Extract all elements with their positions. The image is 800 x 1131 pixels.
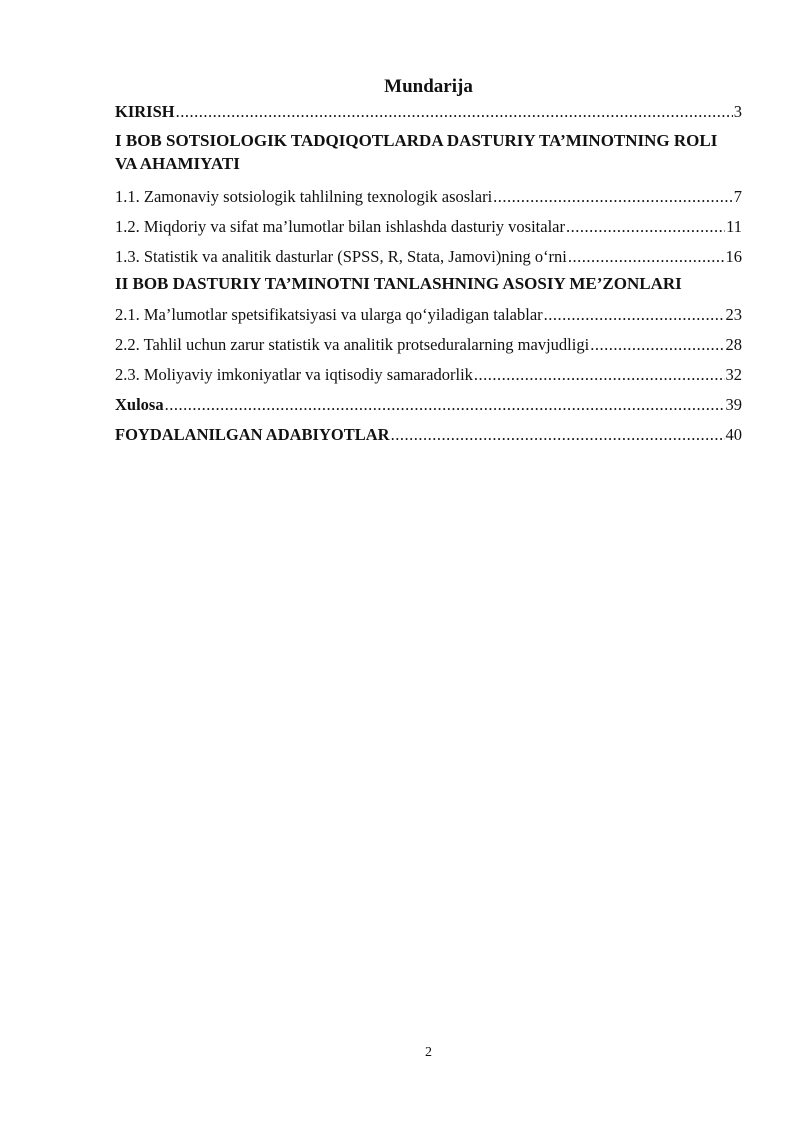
toc-chapter-1-heading[interactable]: I BOB SOTSIOLOGIK TADQIQOTLARDA DASTURIY TA’MINOTNING ROLI VA AHAMIYATI bbox=[115, 131, 718, 173]
toc-leader-dots bbox=[165, 391, 725, 419]
toc-chapter-2-heading[interactable]: II BOB DASTURIY TA’MINOTNI TANLASHNING ASOSIY ME’ZONLARI bbox=[115, 274, 682, 294]
toc-leader-dots bbox=[176, 98, 733, 126]
toc-entry-page: 39 bbox=[725, 394, 742, 414]
toc-entry-adabiyotlar[interactable] bbox=[115, 421, 742, 449]
toc-entry-label: Xulosa bbox=[115, 394, 164, 414]
toc-entry-label: 1.1. Zamonaviy sotsiologik tahlilning texnologik asoslari bbox=[115, 187, 493, 206]
page-number: 2 bbox=[425, 1045, 432, 1060]
toc-entry-page: 3 bbox=[733, 102, 742, 121]
toc-entry-page: 23 bbox=[725, 305, 742, 325]
toc-entry-2-3[interactable] bbox=[115, 361, 742, 389]
toc-leader-dots bbox=[568, 243, 725, 271]
toc-title: Mundarija bbox=[384, 76, 473, 97]
toc-leader-dots bbox=[391, 421, 725, 449]
toc-entry-page: 7 bbox=[733, 187, 742, 206]
toc-entry-xulosa[interactable] bbox=[115, 391, 742, 419]
toc-entry-1-2[interactable] bbox=[115, 213, 742, 241]
toc-leader-dots bbox=[474, 361, 725, 389]
toc-leader-dots bbox=[493, 183, 733, 211]
toc-leader-dots bbox=[566, 213, 725, 241]
toc-entry-1-1[interactable] bbox=[115, 183, 742, 211]
toc-entry-page: 11 bbox=[726, 216, 742, 236]
toc-entry-label: 1.3. Statistik va analitik dasturlar (SPSS, R, Stata, Jamovi)ning o‘rni bbox=[115, 246, 567, 266]
toc-entry-label: KIRISH bbox=[115, 102, 175, 121]
toc-leader-dots bbox=[590, 331, 724, 359]
toc-entry-2-2[interactable] bbox=[115, 331, 742, 359]
toc-entry-page: 32 bbox=[725, 364, 742, 384]
toc-entry-label: 2.2. Tahlil uchun zarur statistik va analitik protseduralarning mavjudligi bbox=[115, 335, 590, 355]
toc-leader-dots bbox=[544, 301, 725, 329]
toc-entry-kirish[interactable] bbox=[115, 98, 742, 126]
toc-entry-page: 28 bbox=[725, 335, 742, 355]
toc-entry-label: 2.1. Ma’lumotlar spetsifikatsiyasi va ularga qo‘yiladigan talablar bbox=[115, 305, 543, 325]
toc-entry-2-1[interactable] bbox=[115, 301, 742, 329]
toc-entry-label: FOYDALANILGAN ADABIYOTLAR bbox=[115, 424, 390, 444]
toc-entry-page: 16 bbox=[725, 246, 742, 266]
toc-entry-1-3[interactable] bbox=[115, 243, 742, 271]
table-of-contents bbox=[115, 98, 742, 450]
toc-entry-label: 1.2. Miqdoriy va sifat ma’lumotlar bilan ishlashda dasturiy vositalar bbox=[115, 216, 565, 236]
toc-entry-label: 2.3. Moliyaviy imkoniyatlar va iqtisodiy samaradorlik bbox=[115, 364, 473, 384]
toc-entry-page: 40 bbox=[725, 424, 742, 444]
